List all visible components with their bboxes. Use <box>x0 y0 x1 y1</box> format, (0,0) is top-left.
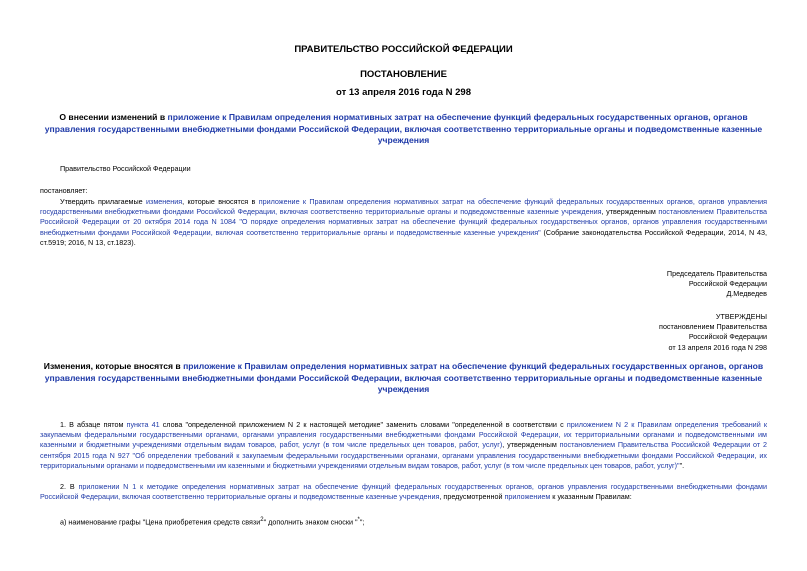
document-title <box>40 112 767 147</box>
item-2-text: , предусмотренной <box>439 492 505 502</box>
item-2a-paragraph <box>60 515 364 528</box>
preamble-government: Правительство Российской Федерации <box>60 164 191 173</box>
changes-title-prefix: Изменения, которые вносятся в <box>43 361 184 371</box>
item-2-text: к указанным Правилам: <box>550 492 632 502</box>
signature-name: Д.Медведев <box>726 289 767 299</box>
item-1-text: , утвержденным <box>502 440 560 450</box>
signature-title: Председатель Правительства <box>666 269 767 278</box>
item-2a-superscript: 2 <box>260 517 264 523</box>
title-link[interactable]: приложение к Правилам определения нормативных затрат на обеспечение функций федеральных государственных органов, органов управления государственными внебюджетными фондами Российской Федерации, включая соответственно территориальные органы и подведомственные казенные учреждения <box>44 112 763 145</box>
preamble-resolves: постановляет: <box>40 186 88 195</box>
link-changes[interactable]: изменения <box>146 197 183 206</box>
signature-country: Российской Федерации <box>688 279 767 289</box>
link-point-41[interactable]: пункта 41 <box>126 420 160 429</box>
link-appendix-2[interactable]: приложением N 2 к Правилам определения требований к закупаемым федеральными государственными органами, органами управления государственными внебюджетными фондами Российской Федерации, их территориальными органами и подведомственными им казенными и бюджетными учреждениями отдельным видам товаров, работ, услуг (в том числе предельных цен товаров, работ, услуг) <box>40 420 767 450</box>
item-2-text: 2. В <box>60 482 79 491</box>
item-1-text: 1. В абзаце пятом <box>60 420 127 429</box>
item-1-text: ". <box>679 460 685 470</box>
link-appendix-rules[interactable]: приложение к Правилам определения нормативных затрат на обеспечение функций федеральных государственных органов, органов управления государственными внебюджетными фондами Российской Федерации, включая соответственно территориальные органы и подведомственные казенные учреждения <box>40 197 767 217</box>
government-heading: ПРАВИТЕЛЬСТВО РОССИЙСКОЙ ФЕДЕРАЦИИ <box>294 44 513 55</box>
changes-title <box>40 361 767 396</box>
item-2a-text: а) наименование графы "Цена приобретения средств связи <box>60 517 261 527</box>
document-title-prefix: О внесении изменений в <box>59 112 168 122</box>
approval-block <box>659 312 767 353</box>
approval-approved: УТВЕРЖДЕНЫ <box>715 312 767 321</box>
doc-type-heading: ПОСТАНОВЛЕНИЕ <box>360 69 447 80</box>
item-1-text: слова "определенной приложением N 2 к настоящей методике" заменить словами "определенной в соответствии с <box>159 420 567 429</box>
link-appendix[interactable]: приложением <box>504 492 551 502</box>
changes-title-link[interactable]: приложение к Правилам определения нормативных затрат на обеспечение функций федеральных государственных органов, органов управления государственными внебюджетными фондами Российской Федерации, включая соответственно территориальные органы и подведомственные казенные учреждения <box>44 361 764 394</box>
resolution-text: , которые вносятся в <box>182 197 259 206</box>
link-appendix-1-methodology[interactable]: приложении N 1 к методике определения нормативных затрат на обеспечение функций федеральных государственных органов, органов управления государственными внебюджетными фондами Российской Федерации, включая соответственно территориальные органы и подведомственные казенные учреждения <box>40 482 767 502</box>
resolution-text: (Собрание законодательства Российской Федерации, 2014, N 43, ст.5919; 2016, N 13, ст.1823). <box>40 227 767 247</box>
approval-date: от 13 апреля 2016 года N 298 <box>668 342 767 352</box>
item-2-paragraph <box>40 482 767 502</box>
item-2a-text: " дополнить знаком сноски " <box>263 517 358 527</box>
signature-block <box>667 269 767 300</box>
link-resolution-1084[interactable]: постановлением Правительства Российской Федерации от 20 октября 2014 года N 1084 "О порядке определения нормативных затрат на обеспечение функций федеральных государственных органов, органов управления государственными внебюджетными фондами Российской Федерации, включая соответственно территориальные органы и подведомственные казенные учреждения" <box>40 207 767 237</box>
resolution-paragraph <box>40 197 767 248</box>
item-2a-text: "; <box>359 517 365 527</box>
resolution-text: , утвержденным <box>601 207 659 217</box>
item-2a-footnote-mark: * <box>357 517 360 523</box>
item-1-paragraph <box>40 420 767 471</box>
link-resolution-927[interactable]: постановлением Правительства Российской Федерации от 2 сентября 2015 года N 927 "Об определении требований к закупаемым федеральными государственными органами, органами управления государственными внебюджетными фондами Российской Федерации, их территориальными органами и подведомственными им казенными и бюджетными учреждениями отдельным видам товаров, работ, услуг (в том числе предельных цен товаров, работ, услуг)" <box>40 440 767 470</box>
approval-by: постановлением Правительства <box>659 322 767 332</box>
approval-country: Российской Федерации <box>688 332 767 342</box>
resolution-text: Утвердить прилагаемые <box>60 197 147 206</box>
doc-date-heading: от 13 апреля 2016 года N 298 <box>336 87 471 98</box>
